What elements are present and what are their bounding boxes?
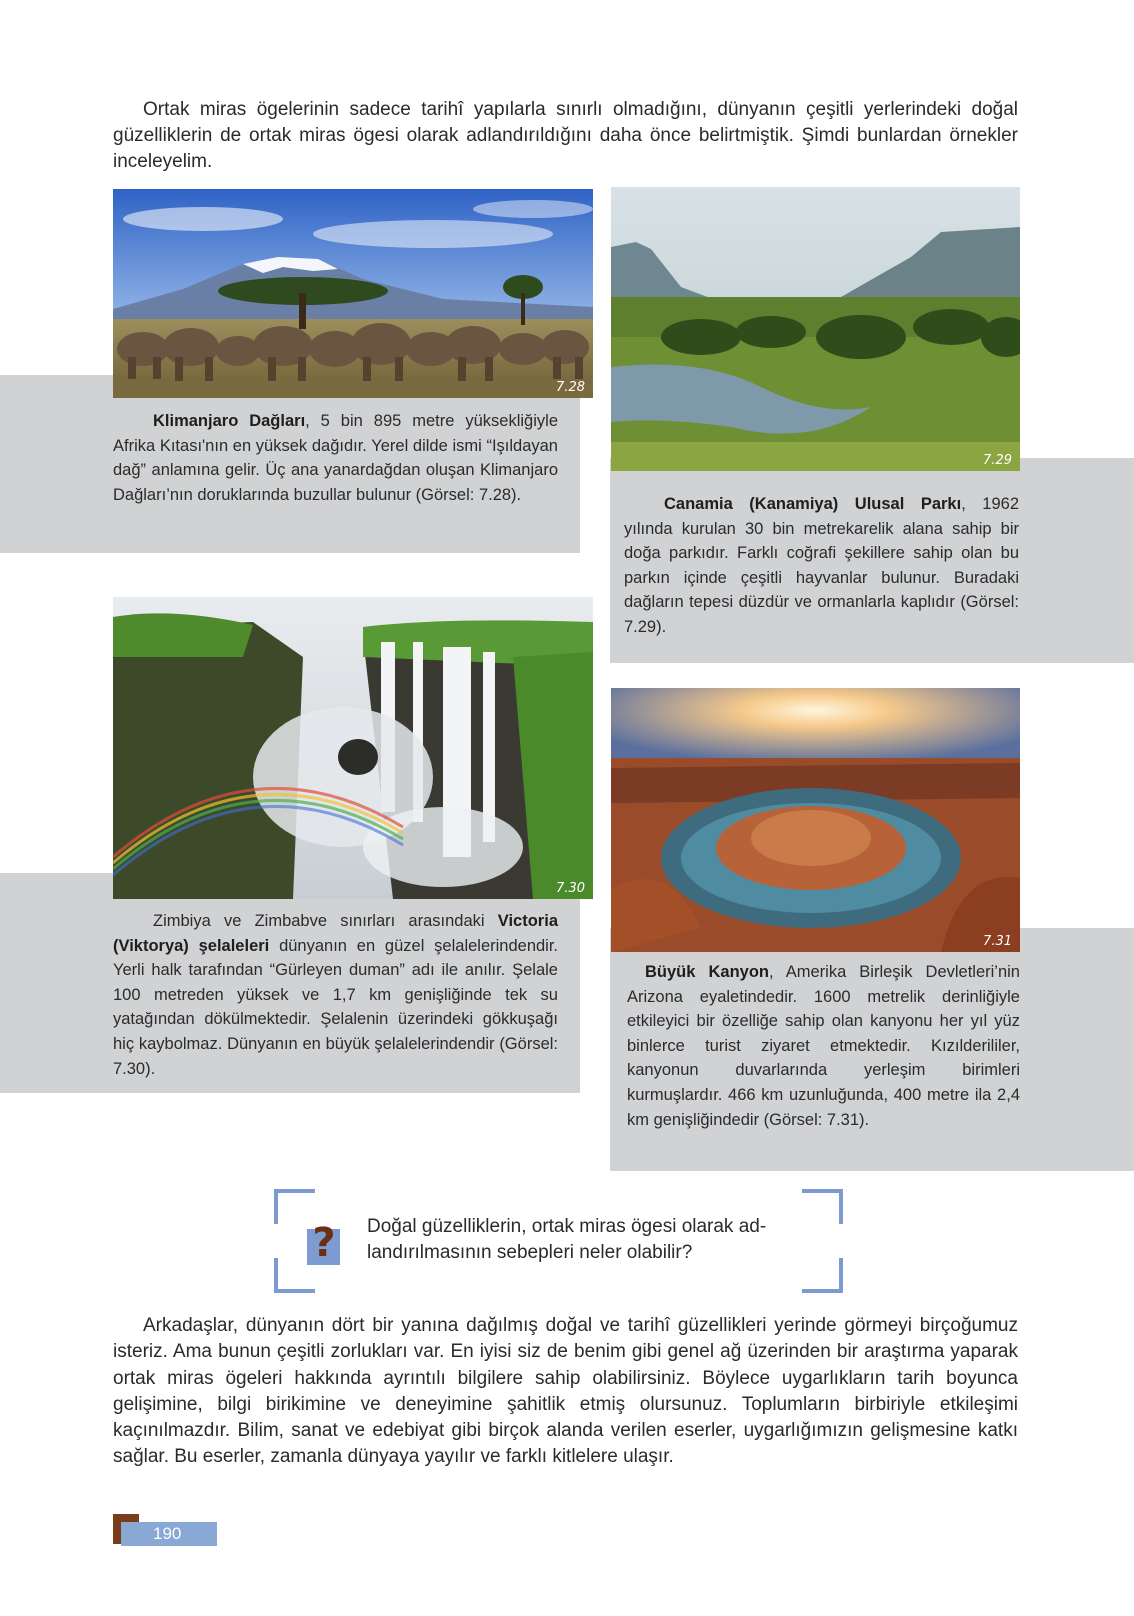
caption-title: Canamia (Kanamiya) Ulusal Parkı: [664, 495, 962, 513]
kilimanjaro-elephants-photo: [113, 189, 593, 398]
caption-title: Victoria (Viktorya) şelaleleri: [113, 912, 558, 955]
caption-text: , 5 bin 895 metre yüksekliğiyle Afrika Kıtası'nın en yüksek dağıdır. Yerel dilde ismi “Işıldayan dağ” anlamına gelir. Üç ana yanardağdan oluşan Klimanjaro Dağları’nın doruklarında buzullar bulunur (Görsel: 7.28).: [113, 412, 558, 504]
right-bracket: [800, 1188, 844, 1294]
caption-text-before: Zimbiya ve Zimbabve sınırları arasındaki: [153, 912, 498, 930]
canaima-park-photo: [611, 187, 1020, 471]
victoria-falls-photo: [113, 597, 593, 899]
caption-title: Büyük Kanyon: [645, 963, 769, 981]
caption-text: , 1962 yılında kurulan 30 bin metrekarelik alana sahip bir doğa parkıdır. Farklı coğrafi şekillere sahip olan bu parkın içinde çeşitli hayvanlar bulunur. Buradaki dağların tepesi düzdür ve ormanlarla kaplıdır (Görsel: 7.29).: [624, 495, 1020, 636]
question-mark-icon: [307, 1215, 340, 1265]
intro-paragraph: Ortak miras ögelerinin sadece tarihî yapılarla sınırlı olmadığını, dünyanın çeşitli yerlerindeki doğal güzelliklerin de ortak miras ögesi olarak adlandırıldığını daha önce belirtmiştik. Şimdi bunlardan örnekler inceleyelim.: [113, 99, 1018, 172]
question-text: Doğal güzelliklerin, ortak miras ögesi olarak adlandırılmasının sebepleri neler olabilir?: [367, 1216, 767, 1263]
page-number: 190: [153, 1524, 182, 1543]
caption-text: , Amerika Birleşik Devletleri’nin Arizona eyaletindedir. 1600 metrelik derinliğiyle etkileyici bir özelliğe sahip olan kanyonu her yıl yüz binlerce turist ziyaret etmektedir. Kızılderililer, kanyonun duvarlarında yerleşim birimleri kurmuşlardır. 466 km uzunluğunda, 400 metre ila 2,4 km genişliğindedir (Görsel: 7.31).: [627, 963, 1020, 1129]
figure-number: 7.29: [983, 453, 1012, 468]
caption-victoria: [113, 909, 558, 1081]
page-corner-mark-vertical: [113, 1514, 121, 1544]
figure-number: 7.31: [983, 934, 1012, 949]
figure-number: 7.28: [556, 380, 585, 395]
caption-grand-canyon: [627, 960, 1020, 1132]
caption-text: dünyanın en güzel şelalelerindendir. Yerli halk tarafından “Gürleyen duman” adı ile anılır. Şelale 100 metreden yüksek ve 1,7 km genişliğinde tek su yatağından dökülmektedir. Şelalenin üzerindeki gökkuşağı hiç kaybolmaz. Dünyanın en büyük şelalelerindendir (Görsel: 7.30).: [113, 936, 559, 1078]
grand-canyon-photo: [611, 688, 1020, 952]
svg-text:?: ?: [312, 1220, 336, 1265]
figure-number: 7.30: [556, 881, 585, 896]
caption-title: Klimanjaro Dağları: [153, 412, 306, 430]
caption-kilimanjaro: [113, 409, 558, 507]
closing-paragraph: Arkadaşlar, dünyanın dört bir yanına dağılmış doğal ve tarihî güzellikleri yerinde görmeyi birçoğumuz isteriz. Ama bunun çeşitli zorlukları var. En iyisi siz de benim gibi genel ağ üzerinden bir araştırma yaparak ortak miras ögeleri hakkında ayrıntılı bilgilere sahip olabilirsiniz. Böylece uygarlıkların tarih boyunca gelişimine, bilgi birikimine ve deneyimine şahitlik etmiş olursunuz. Toplumların birbiriyle etkileşimi kaçınılmazdır. Bilim, sanat ve edebiyat gibi birçok alanda verilen eserler, uygarlığımızın gelişmesine katkı sağlar. Bu eserler, zamanla dünyaya yayılır ve farklı kitlelere ulaşır.: [113, 1315, 1018, 1468]
caption-canaima: [624, 492, 1019, 640]
